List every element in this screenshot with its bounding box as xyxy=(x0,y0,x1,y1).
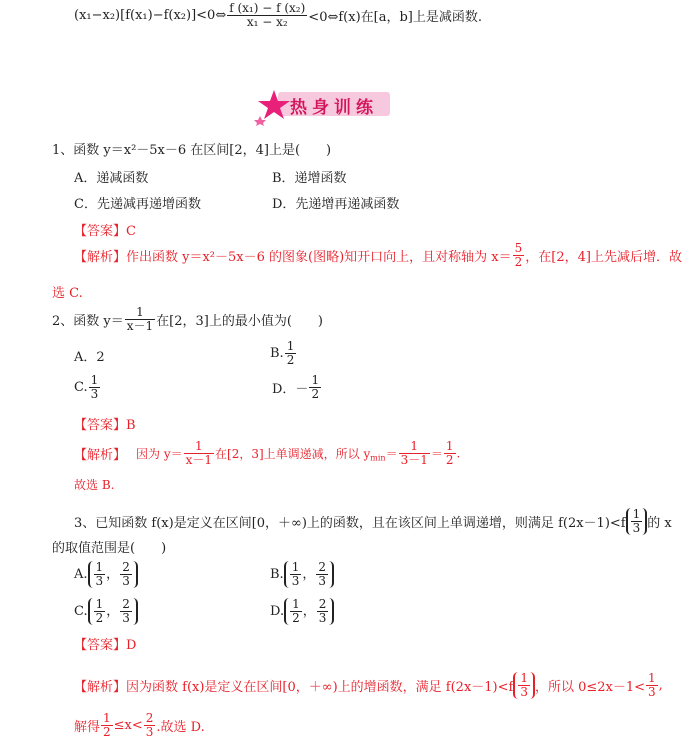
q1-axis-fraction: $\frac{5}{2}$ xyxy=(514,241,523,269)
q1-stem: 1、函数 y＝x²－5x－6 在区间[2，4]上是( ) xyxy=(52,143,332,158)
q3-answer: 【答案】D xyxy=(74,638,137,653)
q2-analysis: 【解析】 因为 y＝ $\frac{1}{x-1}$ 在[2，3]上单调递减，所以 $y_{min}=$ $\frac{1}{3-1}$ ＝ $\frac{1}{2}$ . xyxy=(74,439,461,467)
q3-stem: 3、已知函数 f(x)是定义在区间[0，＋∞)上的函数，且在该区间上单调递增，则满足 f(2x－1)<f $\frac{1}{3}$ 的 x xyxy=(74,507,672,535)
q1-option-c: C．先递减再递增函数 xyxy=(74,197,201,212)
q3-option-c: C. $\frac{1}{2}$ ， $\frac{2}{3}$ xyxy=(74,598,138,625)
q1-analysis: 【解析】作出函数 y＝x²－5x－6 的图象(图略)知开口向上，且对称轴为 x＝ $\frac{5}{2}$ ，在[2，4]上先减后增．故 xyxy=(74,241,682,269)
q3-option-b: B. $\frac{1}{3}$ ， $\frac{2}{3}$ xyxy=(270,561,334,588)
banner-title: 热身训练 xyxy=(290,98,378,118)
q3-option-d: D. $\frac{1}{2}$ ， $\frac{2}{3}$ xyxy=(270,598,334,625)
q1-analysis-cont: 选 C. xyxy=(52,286,83,301)
condition-left: (x₁−x₂)[f(x₁)−f(x₂)]<0⇔ xyxy=(74,8,227,23)
q1-option-b: B．递增函数 xyxy=(272,171,347,186)
q3-analysis: 【解析】因为函数 f(x)是定义在区间[0，＋∞)上的增函数，满足 f(2x－1)<f $\frac{1}{3}$ ，所以 0≤2x－1< $\frac{1}{3}$ , xyxy=(74,671,663,699)
q2-stem-fraction: $\frac{1}{x-1}$ xyxy=(126,305,154,333)
q2-conclusion: 故选 B. xyxy=(74,478,115,492)
q3-solution: 解得 $\frac{1}{2}$ ≤x< $\frac{2}{3}$ .故选 D. xyxy=(74,711,205,739)
q1-answer: 【答案】C xyxy=(74,224,136,239)
q1-option-d: D．先递增再递减函数 xyxy=(272,197,400,212)
q2-option-b: B. $\frac{1}{2}$ xyxy=(270,339,295,367)
condition-right: <0⇔f(x)在[a，b]上是减函数. xyxy=(308,10,482,25)
q2-option-c: C. $\frac{1}{3}$ xyxy=(74,373,99,401)
warmup-banner xyxy=(252,86,394,122)
q2-answer: 【答案】B xyxy=(74,418,136,433)
q3-option-a: A. $\frac{1}{3}$ ， $\frac{2}{3}$ xyxy=(74,561,138,588)
q2-option-a: A．2 xyxy=(74,350,105,365)
condition-fraction: $\frac{\text{f (x₁) − f (x₂)}}{\text{x₁ − x₂}}$ xyxy=(229,1,306,29)
q3-stem-bracket: $\frac{1}{3}$ xyxy=(626,508,648,535)
q2-option-d: D．－ $\frac{1}{2}$ xyxy=(272,373,320,401)
q1-option-a: A．递减函数 xyxy=(74,171,149,186)
q2-stem: 2、函数 y＝ $\frac{1}{x-1}$ 在[2，3]上的最小值为( ) xyxy=(52,305,323,333)
q3-stem-cont: 的取值范围是( ) xyxy=(52,541,167,556)
monotonic-condition xyxy=(74,2,482,29)
